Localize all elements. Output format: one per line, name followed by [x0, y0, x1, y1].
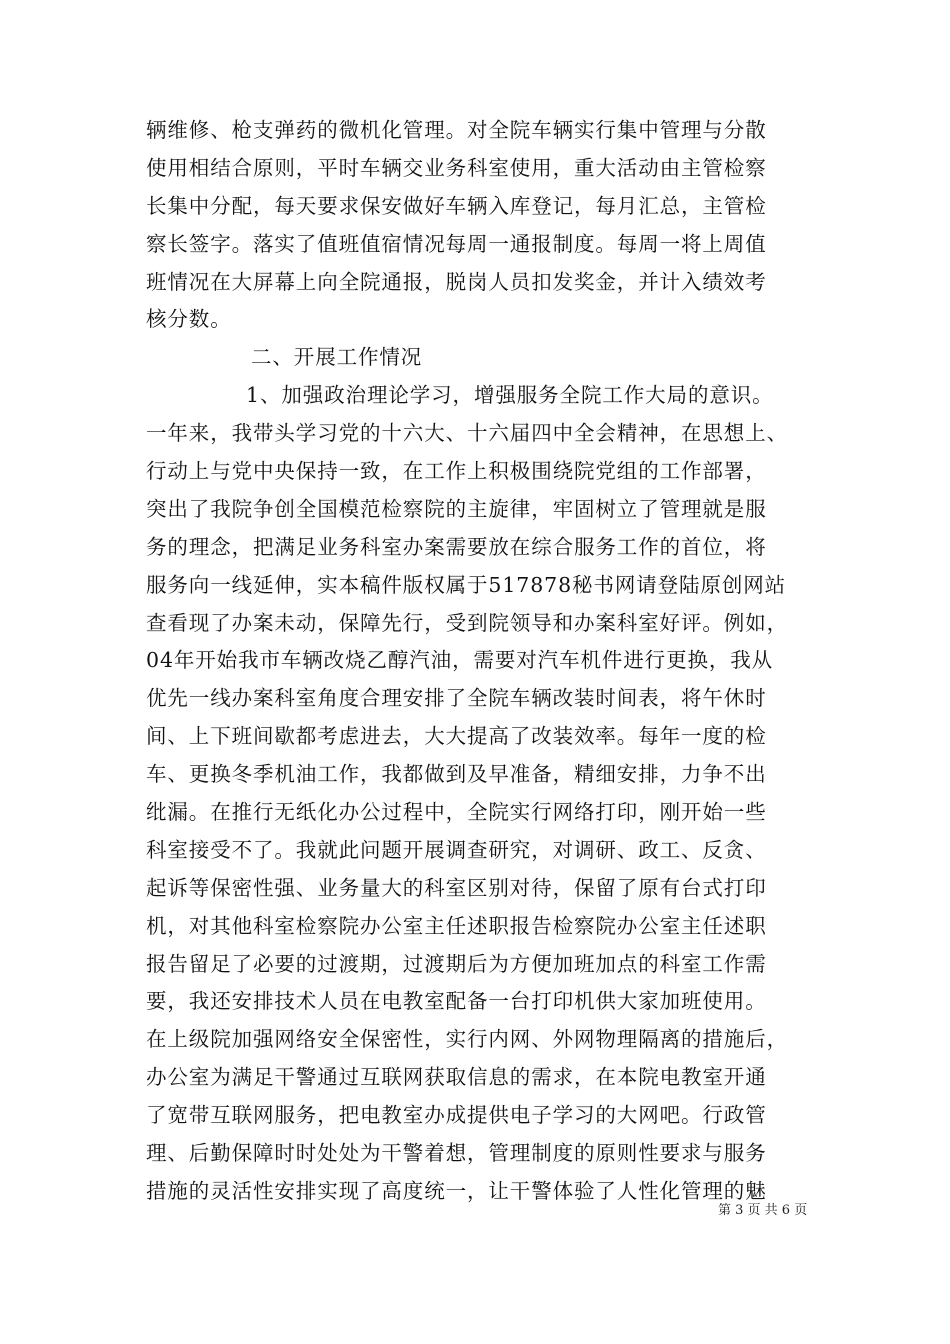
text-line: 起诉等保密性强、业务量大的科室区别对待，保留了原有台式打印 [146, 875, 767, 900]
text-line: 务的理念，把满足业务科室办案需要放在综合服务工作的首位，将 [146, 534, 767, 559]
text-line: 长集中分配，每天要求保安做好车辆入库登记，每月汇总，主管检 [146, 193, 767, 218]
text-line: 要，我还安排技术人员在电教室配备一台打印机供大家加班使用。 [146, 989, 767, 1014]
text-line: 在上级院加强网络安全保密性，实行内网、外网物理隔离的措施后， [146, 1027, 788, 1052]
text-line: 服务向一线延伸，实本稿件版权属于517878秘书网请登陆原创网站 [146, 572, 787, 597]
text-line: 理、后勤保障时时处处为干警着想，管理制度的原则性要求与服务 [146, 1141, 767, 1166]
text-line: 辆维修、枪支弹药的微机化管理。对全院车辆实行集中管理与分散 [146, 118, 767, 142]
text-line: 查看现了办案未动，保障先行，受到院领导和办案科室好评。例如， [146, 610, 788, 635]
subsection-heading: 1、加强政治理论学习，增强服务全院工作大局的意识。 [246, 383, 774, 408]
text-line: 核分数。 [146, 307, 232, 332]
text-line: 办公室为满足干警通过互联网获取信息的需求，在本院电教室开通 [146, 1065, 767, 1090]
text-line: 措施的灵活性安排实现了高度统一，让干警体验了人性化管理的魅 [146, 1178, 767, 1203]
section-heading: 二、开展工作情况 [251, 345, 423, 370]
text-line: 优先一线办案科室角度合理安排了全院车辆改装时间表，将午休时 [146, 686, 767, 711]
page-number-footer: 第 3 页 共 6 页 [718, 1203, 808, 1218]
text-line: 04年开始我市车辆改烧乙醇汽油，需要对汽车机件进行更换，我从 [146, 648, 774, 673]
text-line: 使用相结合原则，平时车辆交业务科室使用，重大活动由主管检察 [146, 155, 767, 180]
text-line: 纰漏。在推行无纸化办公过程中，全院实行网络打印，刚开始一些 [146, 800, 767, 825]
body-text [146, 112, 806, 1211]
text-line: 车、更换冬季机油工作，我都做到及早准备，精细安排，力争不出 [146, 762, 767, 787]
text-line: 科室接受不了。我就此问题开展调查研究，对调研、政工、反贪、 [146, 837, 767, 862]
text-line: 了宽带互联网服务，把电教室办成提供电子学习的大网吧。行政管 [146, 1103, 767, 1128]
text-line: 行动上与党中央保持一致，在工作上积极围绕院党组的工作部署， [146, 459, 767, 484]
text-line: 班情况在大屏幕上向全院通报，脱岗人员扣发奖金，并计入绩效考 [146, 269, 767, 294]
text-line: 一年来，我带头学习党的十六大、十六届四中全会精神，在思想上、 [146, 421, 788, 446]
text-line: 突出了我院争创全国模范检察院的主旋律，牢固树立了管理就是服 [146, 496, 767, 521]
text-line: 报告留足了必要的过渡期，过渡期后为方便加班加点的科室工作需 [146, 951, 767, 976]
text-line: 间、上下班间歇都考虑进去，大大提高了改装效率。每年一度的检 [146, 724, 767, 749]
text-line: 机，对其他科室检察院办公室主任述职报告检察院办公室主任述职 [146, 913, 767, 938]
text-line: 察长签字。落实了值班值宿情况每周一通报制度。每周一将上周值 [146, 231, 767, 256]
